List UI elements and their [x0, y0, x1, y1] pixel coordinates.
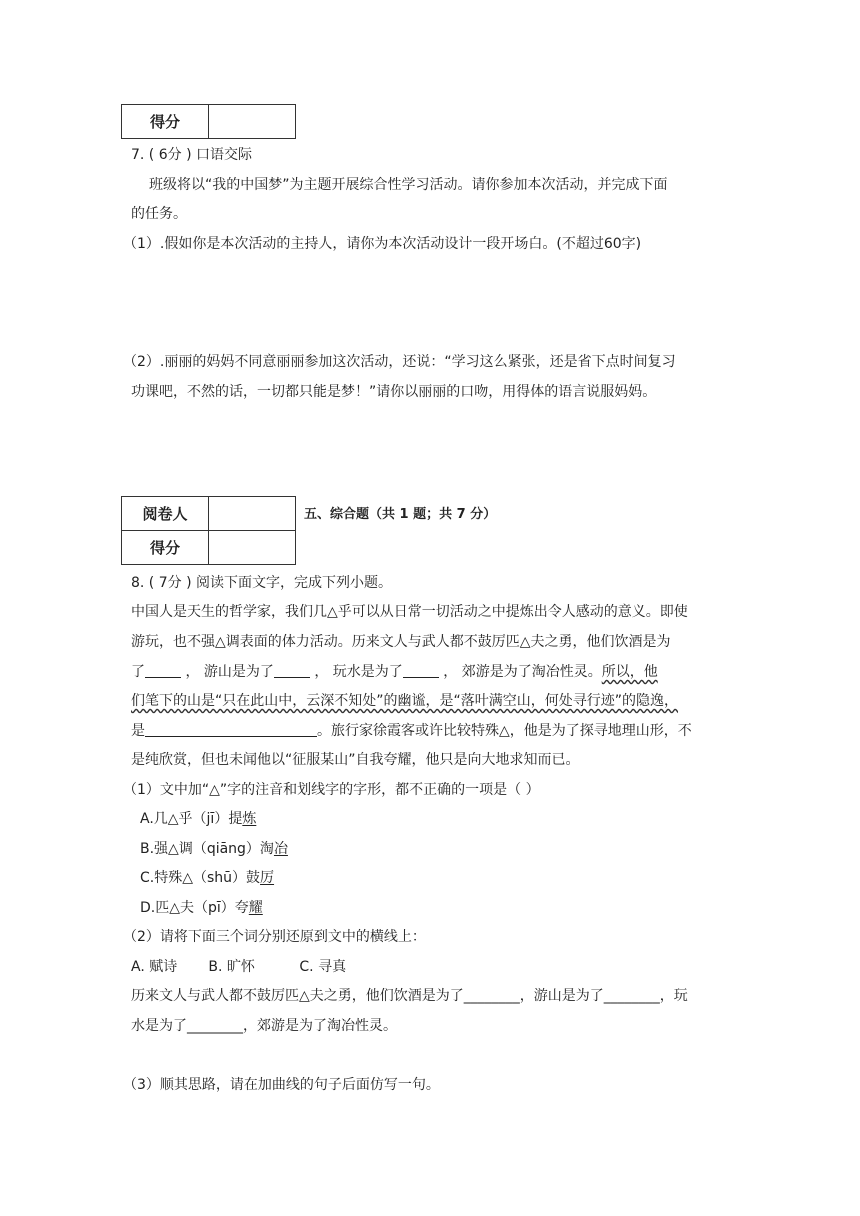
q8-passage-line-3: 了 ， 游山是为了 ， 玩水是为了 ， 郊游是为了淘冶性灵。所以，他: [131, 664, 658, 680]
q8-passage-line-4: [131, 690, 678, 710]
q8-word-choices: A. 赋诗 B. 旷怀 C. 寻真: [131, 959, 347, 975]
q8-passage-line-2: 游玩，也不强△调表面的体力活动。历来文人与武人都不鼓厉匹△夫之勇，他们饮酒是为: [131, 634, 671, 650]
score-label: 得分: [122, 105, 209, 139]
q8-fill-line-1: 历来文人与武人都不鼓厉匹△夫之勇，他们饮酒是为了________，游山是为了________，玩: [131, 988, 688, 1004]
score-table-section5: [121, 496, 296, 565]
q8-fill-line-2: 水是为了________，郊游是为了淘冶性灵。: [131, 1018, 397, 1034]
score-label: 得分: [122, 531, 209, 565]
imitation-blank[interactable]: [145, 722, 317, 737]
q7-subquestion-2-line-1: （2）.丽丽的妈妈不同意丽丽参加这次活动，还说：“学习这么紧张，还是省下点时间复习: [123, 354, 676, 370]
q8-subquestion-2: （2）请将下面三个词分别还原到文中的横线上：: [123, 929, 426, 945]
q8-subquestion-3: （3）顺其思路，请在加曲线的句子后面仿写一句。: [123, 1077, 440, 1093]
q7-intro-line-2: 的任务。: [131, 206, 187, 222]
section-5-title: 五、综合题（共 1 题；共 7 分）: [304, 507, 497, 522]
option-b[interactable]: B.强△调（qiāng）淘冶: [140, 841, 288, 857]
wavy-underlined-sentence: 所以，他: [601, 664, 658, 680]
option-c[interactable]: C.特殊△（shū）鼓厉: [140, 870, 275, 886]
blank-2[interactable]: [274, 663, 310, 678]
q8-header: 8. ( 7分 ) 阅读下面文字，完成下列小题。: [131, 575, 392, 591]
score-value-cell[interactable]: [209, 531, 296, 565]
q7-subquestion-2-line-2: 功课吧，不然的话，一切都只能是梦！”请你以丽丽的口吻，用得体的语言说服妈妈。: [131, 384, 657, 400]
option-a[interactable]: A.几△乎（jī）提炼: [140, 811, 257, 827]
q7-subquestion-1: （1）.假如你是本次活动的主持人，请你为本次活动设计一段开场白。(不超过60字): [123, 236, 642, 252]
q7-intro-line-1: 班级将以“我的中国梦”为主题开展综合性学习活动。请你参加本次活动，并完成下面: [149, 177, 668, 193]
wavy-underlined-sentence: 们笔下的山是“只在此山中，云深不知处”的幽谧，是“落叶满空山，何处寻行迹”的隐逸，: [131, 693, 679, 709]
q8-passage-line-6: 是纯欣赏，但也未闻他以“征服某山”自我夸耀，他只是向大地求知而已。: [131, 752, 580, 768]
grader-label: 阅卷人: [122, 497, 209, 531]
score-table-top: [121, 104, 296, 139]
score-value-cell[interactable]: [209, 105, 296, 139]
q8-passage-line-1: 中国人是天生的哲学家，我们几△乎可以从日常一切活动之中提炼出令人感动的意义。即使: [131, 604, 688, 620]
q8-passage-line-5: 是 。旅行家徐霞客或许比较特殊△，他是为了探寻地理山形，不: [131, 723, 692, 739]
grader-value-cell[interactable]: [209, 497, 296, 531]
option-d[interactable]: D.匹△夫（pī）夸耀: [140, 900, 263, 916]
q8-subquestion-1: （1）文中加“△”字的注音和划线字的字形，都不正确的一项是（ ）: [123, 782, 540, 798]
blank-3[interactable]: [403, 663, 439, 678]
q7-header: 7. ( 6分 ) 口语交际: [131, 147, 252, 163]
blank-1[interactable]: [145, 663, 181, 678]
